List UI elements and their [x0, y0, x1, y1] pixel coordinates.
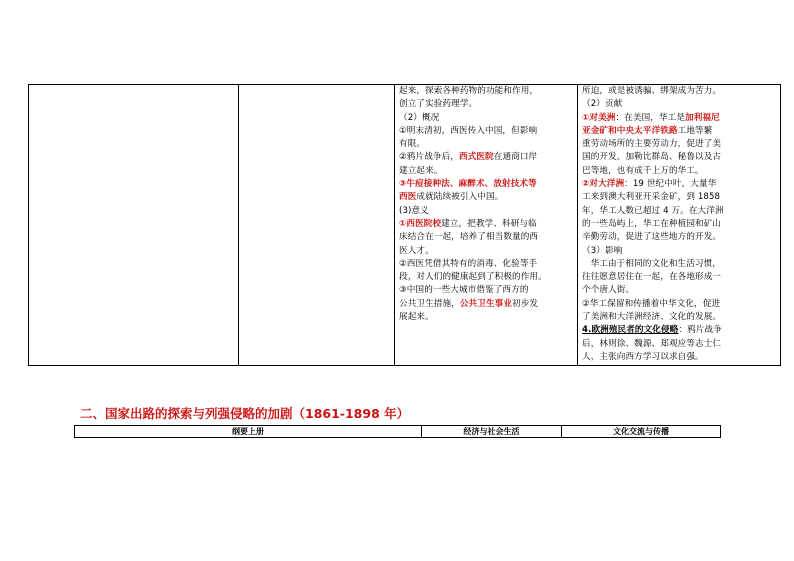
text-line: 往往愿意居住在一起，在各地形成一	[582, 272, 722, 283]
text-line: 工来到澳大利亚开采金矿，到 1858	[582, 192, 721, 203]
text-line: 段，对人们的健康起到了积极的作用。	[399, 272, 547, 283]
text-line: 所迫，或是被诱骗、绑架成为苦力。	[582, 86, 722, 96]
text-line: （2）贡献	[582, 99, 623, 110]
header-table	[74, 425, 721, 438]
text-line: 床结合在一起，培养了相当数量的西	[399, 232, 539, 243]
text-line: 国的开发。加勒比群岛、秘鲁以及古	[582, 152, 722, 163]
text-line: 人，主张向西方学习以求自强。	[582, 351, 704, 362]
highlight-text: 西医	[399, 192, 417, 203]
column-divider	[238, 85, 239, 365]
text-line: ①明末清初，西医传入中国，但影响	[399, 125, 538, 136]
text-line: （2）概况	[399, 112, 440, 123]
text-line	[399, 191, 573, 204]
text-line	[399, 298, 573, 311]
content-table	[28, 84, 781, 366]
text-line: 有限。	[399, 139, 426, 150]
text-line	[582, 125, 777, 138]
text-run: ②鸦片战争后，	[399, 152, 459, 163]
text-line	[582, 324, 777, 337]
text-run: 公共卫生措施，	[399, 298, 460, 309]
text-run: 在通商口岸	[493, 152, 538, 163]
text-line: 起来，探索各种药物的功能和作用，	[399, 86, 539, 96]
column-overseas-chinese	[578, 85, 781, 365]
text-run: ：鸦片战争	[678, 325, 722, 336]
text-run: 建立，把教学、科研与临	[441, 218, 537, 229]
text-line: ②西医凭借其特有的消毒、化验等手	[399, 258, 538, 269]
text-run: ：19 世纪中叶，大量华	[624, 179, 717, 190]
highlight-text: 和	[608, 125, 617, 136]
text-line: 创立了实验药理学。	[399, 99, 478, 110]
header-cell-economy: 经济与社会生活	[463, 427, 520, 436]
highlight-text: 加利福尼	[685, 112, 720, 123]
text-line: 的一些岛屿上，华工在种植园和矿山	[582, 218, 722, 229]
highlight-text: 中央太平洋铁路	[616, 125, 678, 136]
highlight-text: ③	[399, 179, 407, 190]
highlight-text: ②	[582, 179, 590, 190]
text-line: ②华工保留和传播着中华文化，促进	[582, 298, 721, 309]
highlight-text: 亚金矿	[582, 125, 609, 136]
text-line: 建立起来。	[399, 165, 443, 176]
header-cell-outline: 纲要上册	[232, 427, 264, 436]
text-line: 重劳动场所的主要劳动力，促进了美	[582, 139, 722, 150]
highlight-text: 西式医院	[458, 152, 494, 163]
text-line: 年，华工人数已超过 4 万。在大洋洲	[582, 205, 724, 216]
text-line: 医人才。	[399, 245, 434, 256]
text-line	[399, 151, 573, 164]
header-cell-culture: 文化交流与传播	[613, 427, 669, 436]
text-line	[582, 112, 777, 125]
text-run: 工地等繁	[677, 125, 713, 136]
highlight-text: 对大洋洲	[589, 179, 625, 190]
text-run: 初步发	[512, 298, 539, 309]
text-line: 华工由于相同的文化和生活习惯，	[590, 258, 722, 269]
highlight-text: 公共卫生事业	[459, 298, 513, 309]
highlight-text: 对美洲	[589, 112, 616, 123]
highlight-text: ①	[399, 218, 407, 229]
text-line	[399, 178, 573, 191]
column-medicine	[395, 85, 577, 365]
text-run: 成就陆续被引入中国。	[416, 192, 504, 203]
text-line: 后，林则徐、魏源、郑观应等志士仁	[582, 338, 722, 349]
highlight-text: 牛痘接种法、麻醉术、放射技术等	[406, 179, 537, 190]
text-line	[582, 178, 777, 191]
bold-text: 4.欧洲殖民者的文化侵略	[582, 325, 679, 336]
text-line: （3）影响	[582, 245, 623, 256]
text-run: ：在美国，华工是	[615, 112, 686, 123]
text-line: 巴等地，也有成千上万的华工。	[582, 165, 704, 176]
text-line: ③中国的一些大城市借鉴了西方的	[399, 285, 529, 296]
text-line: 个个唐人街。	[582, 285, 635, 296]
text-line: 了美洲和大洋洲经济、文化的发展。	[582, 312, 722, 323]
section-heading: 二、国家出路的探索与列强侵略的加剧（1861-1898 年）	[80, 406, 410, 421]
text-line: 辛勤劳动，促进了这些地方的开发。	[582, 232, 722, 243]
text-line	[399, 218, 573, 231]
highlight-text: 西医院校	[406, 218, 442, 229]
highlight-text: ①	[582, 112, 590, 123]
text-line: (3)意义	[399, 205, 429, 216]
text-line: 展起来。	[399, 312, 434, 323]
